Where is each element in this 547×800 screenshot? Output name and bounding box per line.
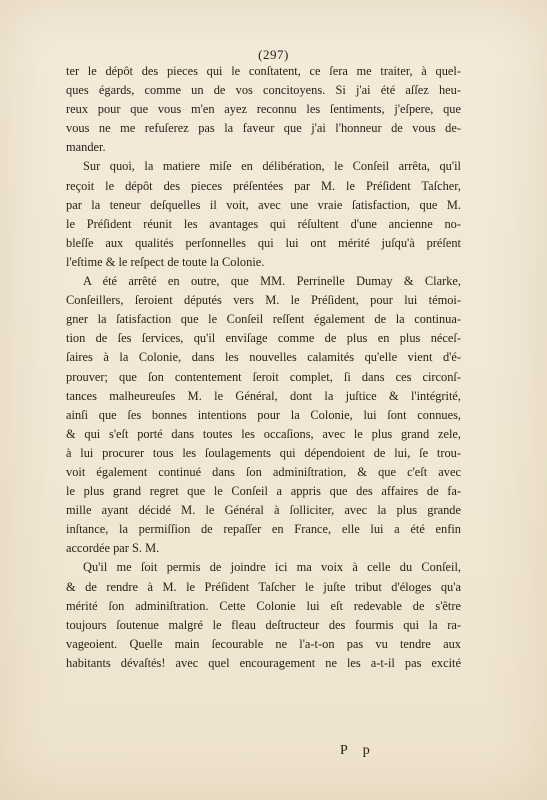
- text-line: vageoient. Quelle main ſecourable ne l'a-t-on pas vu tendre aux: [66, 636, 461, 651]
- text-line: accordée par S. M.: [66, 541, 160, 556]
- text-line: ſaires à la Colonie, dans les nouvelles calamités qu'elle vient d'é-: [66, 350, 461, 365]
- text-line: reçoit le dépôt des pieces préſentées par M. le Préſident Taſcher,: [66, 178, 461, 193]
- paragraph: [66, 62, 461, 157]
- text-line: ter le dépôt des pieces qui le conſtatent, ce ſera me traiter, à quel-: [66, 64, 461, 78]
- text-line: Sur quoi, la matiere miſe en délibération, le Conſeil arrêta, qu'il: [83, 159, 461, 174]
- text-line: habitants dévaſtés! avec quel encouragement ne les a-t-il pas excité: [66, 655, 461, 670]
- text-line: Qu'il me ſoit permis de joindre ici ma voix à celle du Conſeil,: [83, 560, 461, 575]
- signature-mark: P p: [340, 743, 376, 758]
- text-line: gner la ſatisfaction que le Conſeil reſſent également de la continua-: [66, 312, 461, 327]
- text-line: A été arrêté en outre, que MM. Perrinelle Dumay & Clarke,: [83, 274, 461, 289]
- text-line: Conſeillers, ſeroient députés vers M. le Préſident, pour lui témoi-: [66, 293, 461, 308]
- paragraph: [66, 272, 461, 558]
- text-line: tion de ſes ſervices, qu'il enviſage comme de plus en plus néceſ-: [66, 331, 461, 346]
- text-line: mille ayant décidé M. le Général à ſolliciter, avec la plus grande: [66, 503, 461, 518]
- text-line: ainſi que ſes bonnes intentions pour la Colonie, lui ſont connues,: [66, 407, 461, 422]
- text-line: bleſſe aux qualités perſonnelles qui lui ont mérité juſqu'à préſent: [66, 235, 461, 250]
- text-line: inſtance, la permiſſion de repaſſer en France, elle lui a été enfin: [66, 522, 461, 537]
- paragraph: [66, 157, 461, 272]
- text-line: voit également continué dans ſon adminiſtration, & que c'eſt avec: [66, 464, 461, 479]
- text-line: l'eſtime & le reſpect de toute la Colonie.: [66, 254, 265, 269]
- text-line: le plus grand regret que le Conſeil a appris que des affaires de fa-: [66, 484, 461, 499]
- text-line: tances malheureuſes M. le Général, dont la juſtice & l'intégrité,: [66, 388, 461, 403]
- body-text: [66, 62, 461, 673]
- text-line: ques égards, comme un de vos concitoyens. Si j'ai été aſſez heu-: [66, 83, 461, 98]
- text-line: vous ne me refuſerez pas la faveur que j'ai l'honneur de vous de-: [66, 121, 461, 136]
- text-line: prouver; que ſon contentement ſeroit complet, ſi dans ces circonſ-: [66, 369, 461, 384]
- text-line: le Préſident réunit les avantages qui réſultent d'une ancienne no-: [66, 216, 461, 231]
- text-line: à lui procurer tous les ſoulagements qui dépendoient de lui, ſe trou-: [66, 445, 461, 460]
- text-line: toujours ſoutenue malgré le fleau deſtructeur des fourmis qui la ra-: [66, 617, 461, 632]
- text-line: & qui s'eſt porté dans toutes les occaſions, avec le plus grand zele,: [66, 426, 461, 441]
- text-line: & de rendre à M. le Préſident Taſcher le juſte tribut d'éloges qu'a: [66, 579, 461, 594]
- text-line: mérité ſon adminiſtration. Cette Colonie lui eſt redevable de s'être: [66, 598, 461, 613]
- text-line: mander.: [66, 140, 106, 155]
- paragraph: [66, 558, 461, 673]
- page-number: (297): [258, 47, 289, 62]
- text-line: par la teneur deſquelles il voit, avec une vraie ſatisfaction, que M.: [66, 197, 461, 212]
- text-line: reux pour que vous m'en ayez reconnu les ſentiments, j'eſpere, que: [66, 102, 461, 117]
